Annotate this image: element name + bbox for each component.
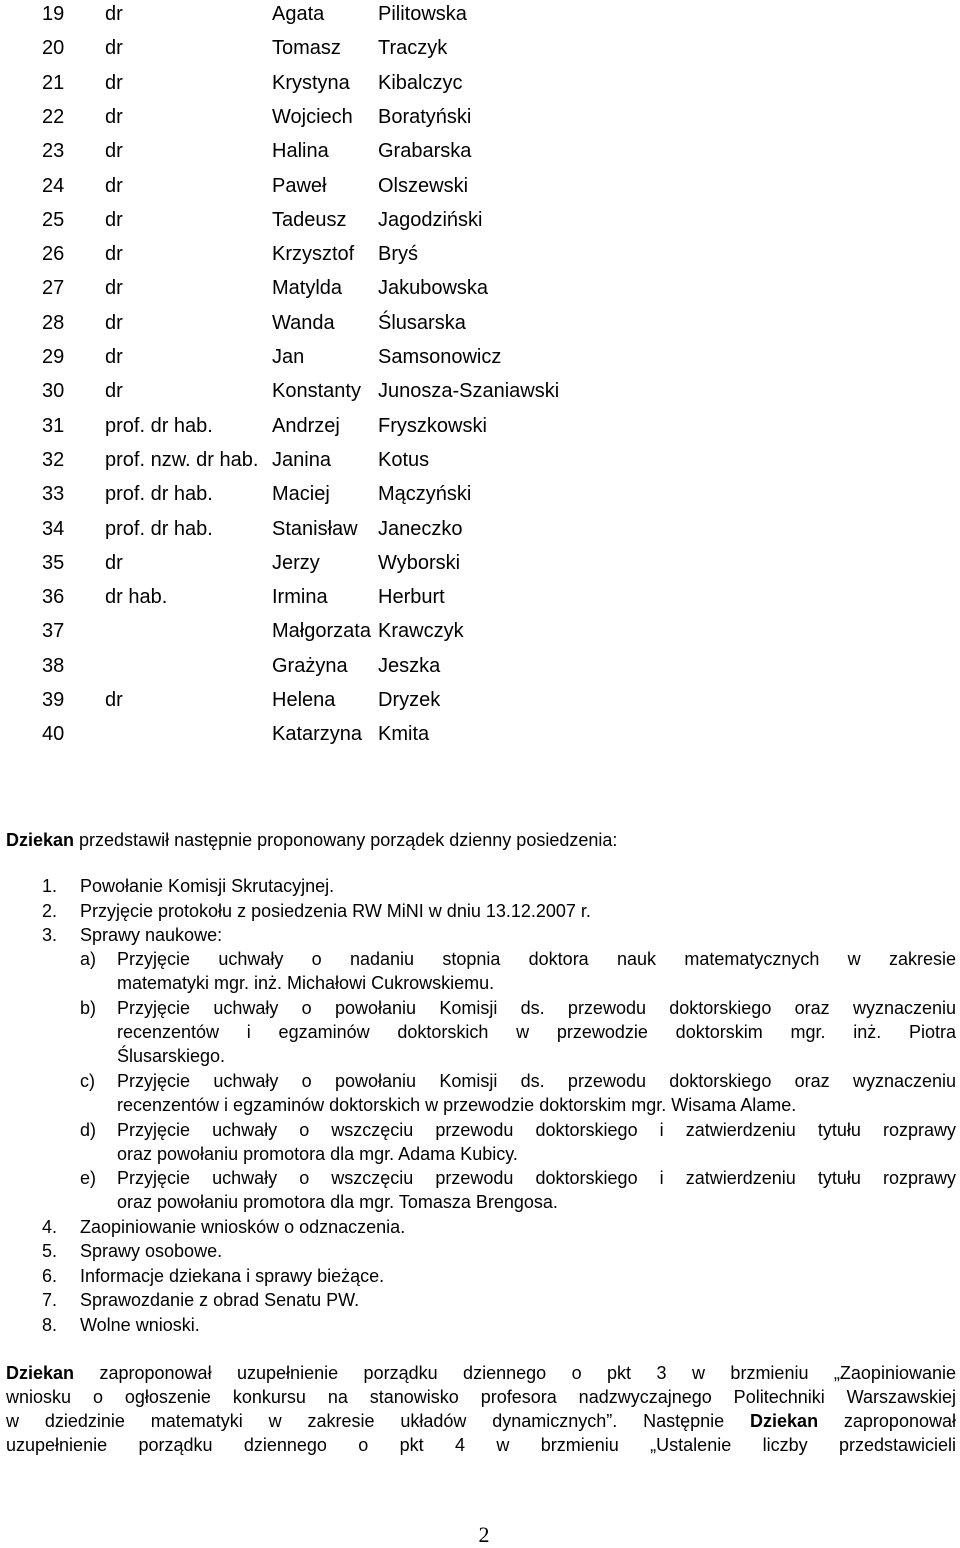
attendee-title: dr <box>105 311 123 334</box>
subitem-line: Przyjęcie uchwały o powołaniu Komisji ds. przewodu doktorskiego oraz wyznaczeniu <box>117 998 956 1018</box>
attendee-first-name: Krystyna <box>272 71 350 94</box>
attendee-title: dr <box>105 105 123 128</box>
attendee-last-name: Samsonowicz <box>378 346 502 368</box>
agenda-item-text: Przyjęcie protokołu z posiedzenia RW MiNI w dniu 13.12.2007 r. <box>80 901 591 921</box>
attendee-last-name: Wyborski <box>378 551 461 574</box>
attendee-last-name: Junosza-Szaniawski <box>378 380 560 403</box>
attendee-number: 21 <box>42 71 65 94</box>
closing-line <box>6 1409 956 1433</box>
attendee-row <box>0 2 960 36</box>
subitem-letter: b) <box>80 998 97 1018</box>
agenda-item-text: Zaopiniowanie wniosków o odznaczenia. <box>80 1217 406 1237</box>
attendee-number: 31 <box>42 414 65 437</box>
closing-line: uzupełnienie porządku dziennego o pkt 4 w brzmieniu „Ustalenie liczby przedstawicieli <box>6 1435 956 1455</box>
attendee-last-name: Bryś <box>378 243 418 266</box>
intro-text: przedstawił następnie proponowany porządek dzienny posiedzenia: <box>74 830 618 850</box>
attendee-title: dr <box>105 346 123 368</box>
attendee-row <box>0 71 960 105</box>
attendee-number: 35 <box>42 551 65 574</box>
attendee-first-name: Tomasz <box>272 37 341 60</box>
attendee-title: dr <box>105 243 123 266</box>
attendee-number: 34 <box>42 517 65 540</box>
attendee-number: 28 <box>42 311 65 334</box>
attendee-first-name: Agata <box>272 3 325 25</box>
attendee-title: dr <box>105 277 123 300</box>
attendee-first-name: Stanisław <box>272 517 358 540</box>
subitem-line: oraz powołaniu promotora dla mgr. Tomasza Brengosa. <box>117 1192 558 1212</box>
attendee-first-name: Irmina <box>272 586 328 609</box>
subitem-line: Przyjęcie uchwały o wszczęciu przewodu doktorskiego i zatwierdzeniu tytułu rozprawy <box>117 1120 956 1140</box>
attendee-number: 33 <box>42 483 65 506</box>
attendee-number: 24 <box>42 174 65 197</box>
attendee-last-name: Fryszkowski <box>378 414 487 437</box>
subitem-text <box>117 996 956 1068</box>
attendee-number: 20 <box>42 37 65 60</box>
attendee-title: prof. nzw. dr hab. <box>105 448 259 471</box>
attendee-number: 37 <box>42 620 65 643</box>
attendee-row <box>0 654 960 688</box>
attendee-row <box>0 688 960 722</box>
subitem-line: recenzentów i egzaminów doktorskich w przewodzie doktorskim mgr. Wisama Alame. <box>117 1095 797 1115</box>
agenda-item-text: Informacje dziekana i sprawy bieżące. <box>80 1266 385 1286</box>
agenda-intro <box>6 828 617 852</box>
attendee-first-name: Halina <box>272 140 329 163</box>
attendee-first-name: Katarzyna <box>272 723 363 746</box>
attendee-first-name: Janina <box>272 448 331 471</box>
attendee-row <box>0 276 960 310</box>
attendee-last-name: Kmita <box>378 723 430 746</box>
attendee-row <box>0 585 960 619</box>
attendee-title: dr <box>105 208 123 231</box>
agenda-item-number: 1. <box>42 876 58 896</box>
attendee-first-name: Wojciech <box>272 105 353 128</box>
subitem-letter: e) <box>80 1168 97 1188</box>
attendee-first-name: Maciej <box>272 483 330 506</box>
agenda-item-number: 7. <box>42 1290 58 1310</box>
attendee-title: dr hab. <box>105 586 168 609</box>
attendee-first-name: Wanda <box>272 311 335 334</box>
attendee-first-name: Konstanty <box>272 380 361 403</box>
attendee-first-name: Grażyna <box>272 654 348 677</box>
attendee-last-name: Krawczyk <box>378 620 464 643</box>
attendee-row <box>0 482 960 516</box>
closing-dean-label: Dziekan <box>750 1411 819 1431</box>
closing-paragraph <box>6 1361 956 1457</box>
attendee-last-name: Ślusarska <box>378 311 466 334</box>
subitem-line: recenzentów i egzaminów doktorskich w przewodzie doktorskim mgr. inż. Piotra <box>117 1022 956 1042</box>
attendee-last-name: Jagodziński <box>378 208 483 231</box>
attendee-number: 38 <box>42 654 65 677</box>
agenda-item-number: 6. <box>42 1266 58 1286</box>
attendee-row <box>0 139 960 173</box>
attendee-row <box>0 345 960 379</box>
attendee-title: prof. dr hab. <box>105 517 213 540</box>
attendee-number: 36 <box>42 586 65 609</box>
attendee-number: 19 <box>42 3 65 25</box>
attendee-last-name: Jeszka <box>378 654 441 677</box>
attendee-last-name: Grabarska <box>378 140 472 163</box>
agenda-item-text: Sprawozdanie z obrad Senatu PW. <box>80 1290 360 1310</box>
attendee-title: dr <box>105 3 123 25</box>
attendee-title: dr <box>105 71 123 94</box>
attendee-title: prof. dr hab. <box>105 483 213 506</box>
agenda-item-number: 8. <box>42 1315 58 1335</box>
attendee-last-name: Jakubowska <box>378 277 489 300</box>
page-number: 2 <box>478 1522 490 1547</box>
attendee-last-name: Olszewski <box>378 174 469 197</box>
attendee-first-name: Tadeusz <box>272 208 347 231</box>
closing-text: w dziedzinie matematyki w zakresie układów dynamicznych”. Następnie <box>6 1411 751 1431</box>
attendee-row <box>0 517 960 551</box>
attendee-last-name: Pilitowska <box>378 3 467 25</box>
attendee-row <box>0 379 960 413</box>
attendee-first-name: Jerzy <box>272 551 320 574</box>
closing-line: wniosku o ogłoszenie konkursu na stanowisko profesora nadzwyczajnego Politechniki Warszawskiej <box>6 1387 956 1407</box>
closing-dean-label: Dziekan <box>6 1363 75 1383</box>
attendee-row <box>0 722 960 756</box>
attendee-row <box>0 105 960 139</box>
closing-text: zaproponował uzupełnienie porządku dziennego o pkt 3 w brzmieniu „Zaopiniowanie <box>74 1363 956 1383</box>
attendee-number: 27 <box>42 277 65 300</box>
subitem-letter: d) <box>80 1120 97 1140</box>
attendee-last-name: Boratyński <box>378 105 472 128</box>
attendee-number: 32 <box>42 448 65 471</box>
attendee-row <box>0 551 960 585</box>
attendee-row <box>0 174 960 208</box>
subitem-line: oraz powołaniu promotora dla mgr. Adama Kubicy. <box>117 1144 518 1164</box>
attendee-first-name: Małgorzata <box>272 620 371 643</box>
attendee-title: dr <box>105 551 123 574</box>
attendee-number: 29 <box>42 346 65 368</box>
subitem-text <box>117 1166 956 1214</box>
attendee-number: 25 <box>42 208 65 231</box>
attendee-title: dr <box>105 380 123 403</box>
attendee-first-name: Helena <box>272 689 336 711</box>
attendee-first-name: Paweł <box>272 174 327 197</box>
attendee-last-name: Kotus <box>378 448 430 471</box>
attendee-first-name: Krzysztof <box>272 243 355 266</box>
attendee-title: dr <box>105 689 123 711</box>
attendee-title: dr <box>105 37 123 60</box>
attendee-last-name: Dryzek <box>378 689 441 711</box>
attendee-number: 23 <box>42 140 65 163</box>
agenda-item-number: 4. <box>42 1217 58 1237</box>
closing-text: zaproponował <box>818 1411 956 1431</box>
attendee-last-name: Janeczko <box>378 517 463 540</box>
agenda-item-text: Wolne wnioski. <box>80 1315 200 1335</box>
subitem-line: Przyjęcie uchwały o nadaniu stopnia doktora nauk matematycznych w zakresie <box>117 949 956 969</box>
attendee-row <box>0 414 960 448</box>
attendee-number: 26 <box>42 243 65 266</box>
attendee-title: dr <box>105 140 123 163</box>
attendee-number: 22 <box>42 105 65 128</box>
attendee-row <box>0 208 960 242</box>
attendee-first-name: Jan <box>272 346 305 368</box>
agenda-item-number: 5. <box>42 1241 58 1261</box>
attendee-number: 40 <box>42 723 65 746</box>
attendee-title: dr <box>105 174 123 197</box>
subitem-line: Przyjęcie uchwały o wszczęciu przewodu doktorskiego i zatwierdzeniu tytułu rozprawy <box>117 1168 956 1188</box>
agenda-item-number: 3. <box>42 925 58 945</box>
subitem-line: Przyjęcie uchwały o powołaniu Komisji ds. przewodu doktorskiego oraz wyznaczeniu <box>117 1071 956 1091</box>
agenda-item-text: Sprawy naukowe: <box>80 925 223 945</box>
subitem-letter: c) <box>80 1071 95 1091</box>
attendee-last-name: Herburt <box>378 586 445 609</box>
attendee-last-name: Traczyk <box>378 37 448 60</box>
subitem-line: matematyki mgr. inż. Michałowi Cukrowskiemu. <box>117 973 495 993</box>
subitem-text <box>117 947 956 995</box>
closing-line <box>6 1361 956 1385</box>
attendee-first-name: Andrzej <box>272 414 340 437</box>
attendee-title: prof. dr hab. <box>105 414 213 437</box>
attendee-row <box>0 619 960 653</box>
subitem-line: Ślusarskiego. <box>117 1046 226 1066</box>
agenda-item-text: Powołanie Komisji Skrutacyjnej. <box>80 876 335 896</box>
attendee-row <box>0 311 960 345</box>
attendee-last-name: Mączyński <box>378 483 472 506</box>
attendee-row <box>0 242 960 276</box>
attendee-last-name: Kibalczyc <box>378 71 463 94</box>
subitem-text <box>117 1118 956 1166</box>
agenda-item-number: 2. <box>42 901 58 921</box>
subitem-letter: a) <box>80 949 97 969</box>
attendee-first-name: Matylda <box>272 277 343 300</box>
attendee-number: 39 <box>42 689 65 711</box>
subitem-text <box>117 1069 956 1117</box>
intro-dean-label: Dziekan <box>6 830 75 850</box>
attendee-row <box>0 448 960 482</box>
attendee-number: 30 <box>42 380 65 403</box>
agenda-item-text: Sprawy osobowe. <box>80 1241 223 1261</box>
attendee-row <box>0 36 960 70</box>
